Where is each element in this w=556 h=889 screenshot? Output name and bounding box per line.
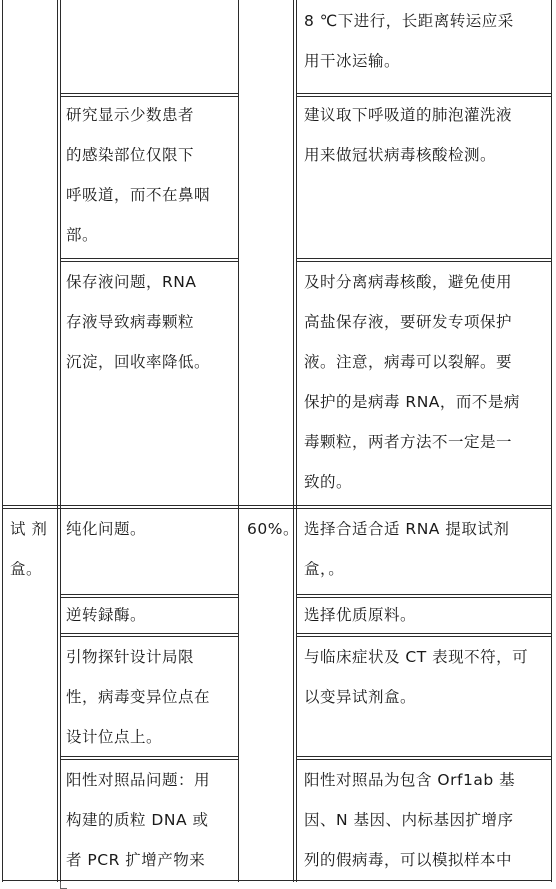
table-row bbox=[2, 508, 57, 594]
row-separator bbox=[60, 594, 238, 595]
data-table bbox=[2, 0, 552, 882]
cell-text: 选择优质原料。 bbox=[304, 606, 417, 624]
cell-text: 呼吸道，而不在鼻咽 bbox=[66, 186, 211, 204]
cell-text: 液。注意，病毒可以裂解。要 bbox=[304, 353, 513, 371]
cell-text: 性，病毒变异位点在 bbox=[66, 688, 211, 706]
row-separator bbox=[296, 93, 552, 94]
cell-text: 毒颗粒，两者方法不一定是一 bbox=[304, 433, 513, 451]
cell-text: 用干冰运输。 bbox=[304, 52, 401, 70]
table-row bbox=[60, 261, 238, 505]
cell-text: 列的假病毒，可以模拟样本中 bbox=[304, 851, 513, 869]
cell-text: 试 剂 bbox=[10, 520, 48, 538]
row-separator bbox=[296, 258, 552, 259]
table-row bbox=[296, 0, 552, 93]
table-border-bottom bbox=[2, 880, 552, 881]
cell-text: 的感染部位仅限下 bbox=[66, 146, 195, 164]
cell-text: 者 PCR 扩增产物来 bbox=[66, 851, 206, 869]
table-divider-col2 bbox=[238, 0, 239, 882]
table-row bbox=[296, 597, 552, 633]
cell-text: 部。 bbox=[66, 226, 99, 244]
cell-text: 研究显示少数患者 bbox=[66, 106, 195, 124]
cell-text: 及时分离病毒核酸，避免使用 bbox=[304, 273, 513, 291]
table-row bbox=[296, 636, 552, 756]
cell-text: 建议取下呼吸道的肺泡灌洗液 bbox=[304, 106, 513, 124]
cell-text: 选择合适合适 RNA 提取试剂 bbox=[304, 520, 510, 538]
cell-text: 60%。 bbox=[247, 520, 299, 538]
cell-text: 阳性对照品问题：用 bbox=[66, 771, 211, 789]
cell-text: 以变异试剂盒。 bbox=[304, 688, 417, 706]
cell-text: 用来做冠状病毒核酸检测。 bbox=[304, 146, 497, 164]
cell-text: 构建的质粒 DNA 或 bbox=[66, 811, 209, 829]
row-separator bbox=[296, 594, 552, 595]
cell-text: 逆转録酶。 bbox=[66, 606, 147, 624]
table-border-left bbox=[2, 0, 3, 882]
cell-text: 因、N 基因、内标基因扩增序 bbox=[304, 811, 514, 829]
table-row bbox=[60, 597, 238, 633]
cell-text: 纯化问题。 bbox=[66, 520, 147, 538]
row-separator bbox=[296, 756, 552, 757]
table-row bbox=[60, 508, 238, 594]
cell-text: 盒。 bbox=[10, 560, 43, 578]
cell-text: 盒，。 bbox=[304, 560, 345, 578]
cell-text: 高盐保存液，要研发专项保护 bbox=[304, 313, 513, 331]
table-divider-col3 bbox=[293, 0, 294, 882]
table-row bbox=[60, 636, 238, 756]
cell-text: 引物探针设计局限 bbox=[66, 648, 195, 666]
cell-text: 保存液问题，RNA bbox=[66, 273, 197, 291]
table-row bbox=[60, 96, 238, 258]
cell-text: 8 ℃下进行，长距离转运应采 bbox=[304, 12, 514, 30]
cell-text: 与临床症状及 CT 表现不符，可 bbox=[304, 648, 529, 666]
row-separator bbox=[60, 756, 238, 757]
row-separator bbox=[60, 93, 238, 94]
cell-text: 设计位点上。 bbox=[66, 728, 163, 746]
cell-text: 阳性对照品为包含 Orf1ab 基 bbox=[304, 771, 516, 789]
table-row bbox=[239, 508, 299, 594]
table-row bbox=[296, 261, 552, 505]
table-row bbox=[296, 96, 552, 258]
table-row bbox=[60, 759, 238, 880]
row-separator bbox=[2, 505, 552, 506]
cell-text: 沉淀，回收率降低。 bbox=[66, 353, 211, 371]
cell-text: 致的。 bbox=[304, 473, 353, 491]
table-divider-col1 bbox=[57, 0, 58, 882]
table-row bbox=[296, 508, 552, 594]
row-separator bbox=[60, 258, 238, 259]
cell-text: 存液导致病毒颗粒 bbox=[66, 313, 195, 331]
cell-text: 保护的是病毒 RNA，而不是病 bbox=[304, 393, 520, 411]
table-row bbox=[296, 759, 552, 880]
